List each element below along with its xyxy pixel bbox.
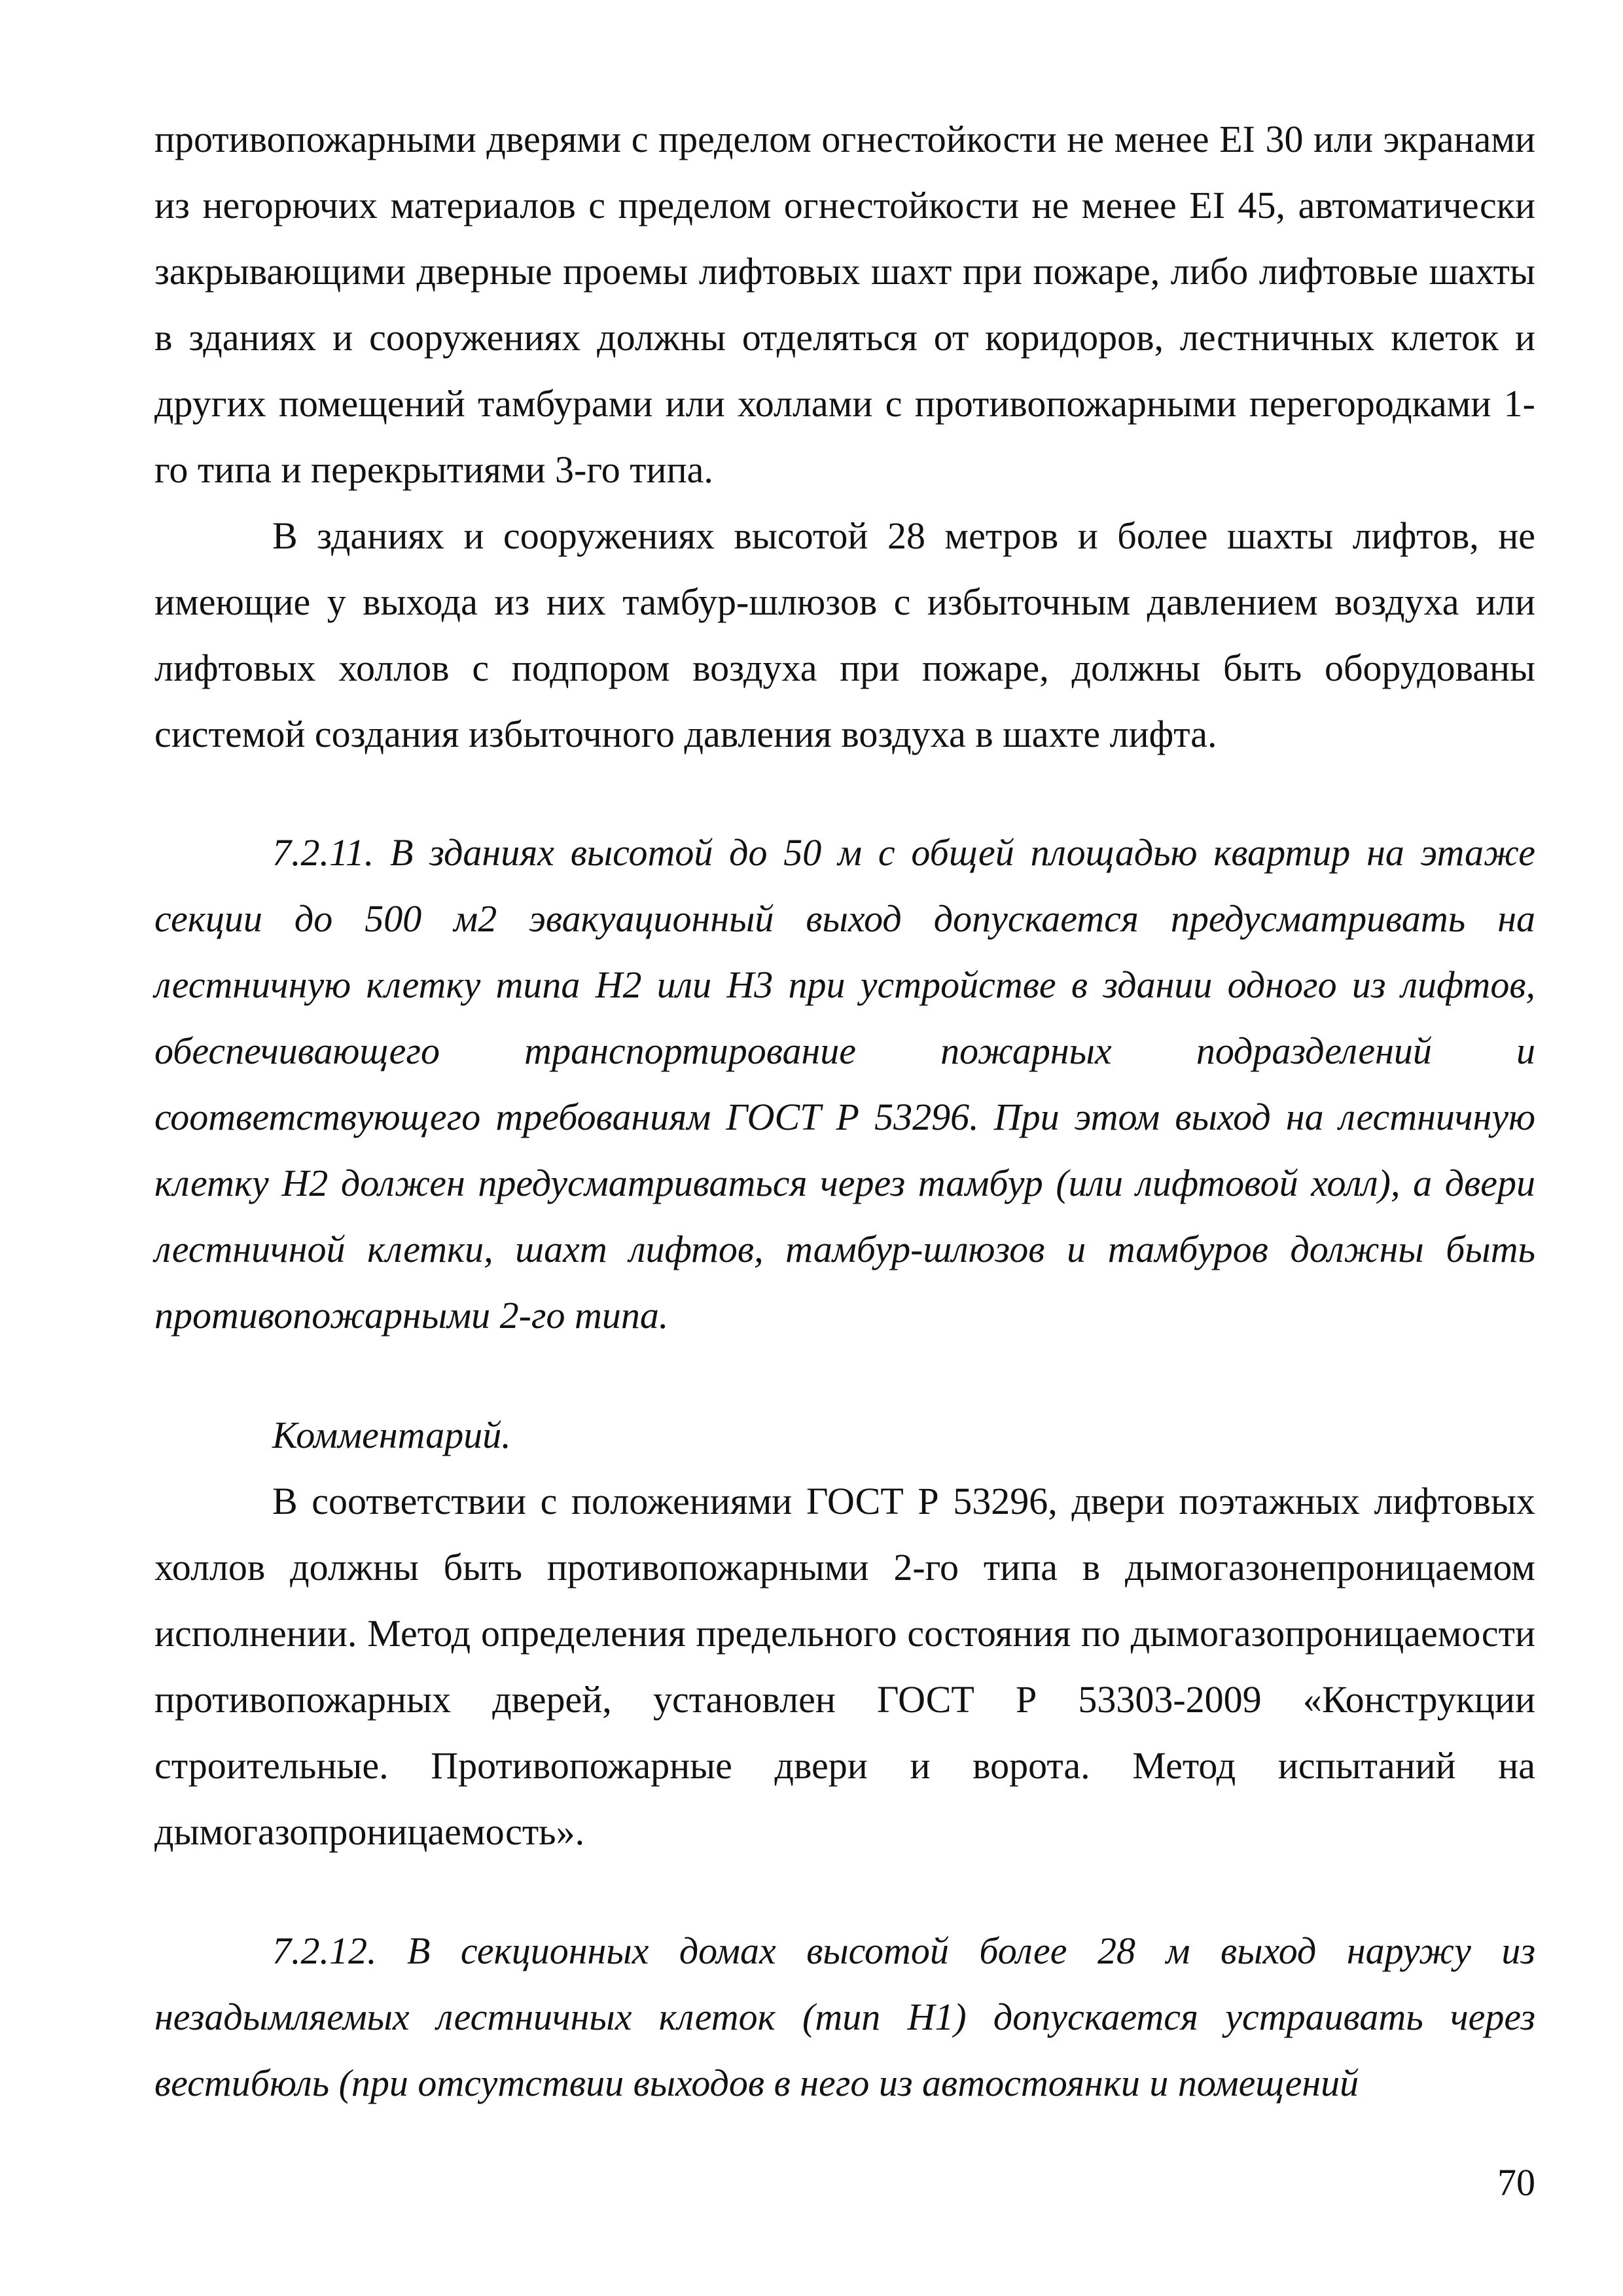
paragraph-comment-body: В соответствии с положениями ГОСТ Р 53296, двери поэтажных лифтовых холлов должны быть противопожарными 2-го типа в дымогазонепроницаемом исполнении. Метод определения предельного состояния по дымогазопроницаемости противопожарных дверей, установлен ГОСТ Р 53303-2009 «Конструкции строительные. Противопожарные двери и ворота. Метод испытаний на дымогазопроницаемость».	[154, 1480, 1535, 1853]
paragraph-clause-7-2-12: 7.2.12. В секционных домах высотой более 28 м выход наружу из незадымляемых лестничных клеток (тип Н1) допускается устраивать через вестибюль (при отсутствии выходов в него из автостоянки и помещений	[154, 1929, 1535, 2104]
paragraph-lift-shaft-pressure: В зданиях и сооружениях высотой 28 метров и более шахты лифтов, не имеющие у выхода из них тамбур-шлюзов с избыточным давлением воздуха или лифтовых холлов с подпором воздуха при пожаре, должны быть оборудованы системой создания избыточного давления воздуха в шахте лифта.	[154, 514, 1535, 755]
page-number: 70	[1497, 2161, 1535, 2204]
paragraph-lift-shaft-doors: противопожарными дверями с пределом огнестойкости не менее EI 30 или экранами из негорючих материалов с пределом огнестойкости не менее EI 45, автоматически закрывающими дверные проемы лифтовых шахт при пожаре, либо лифтовые шахты в зданиях и сооружениях должны отделяться от коридоров, лестничных клеток и других помещений тамбурами или холлами с противопожарными перегородками 1-го типа и перекрытиями 3-го типа.	[154, 118, 1535, 491]
paragraph-clause-7-2-11: 7.2.11. В зданиях высотой до 50 м с общей площадью квартир на этаже секции до 500 м2 эвакуационный выход допускается предусматривать на лестничную клетку типа Н2 или Н3 при устройстве в здании одного из лифтов, обеспечивающего транспортирование пожарных подразделений и соответствующего требованиям ГОСТ Р 53296. При этом выход на лестничную клетку Н2 должен предусматриваться через тамбур (или лифтовой холл), а двери лестничной клетки, шахт лифтов, тамбур-шлюзов и тамбуров должны быть противопожарными 2-го типа.	[154, 831, 1535, 1336]
comment-heading: Комментарий.	[272, 1414, 511, 1456]
